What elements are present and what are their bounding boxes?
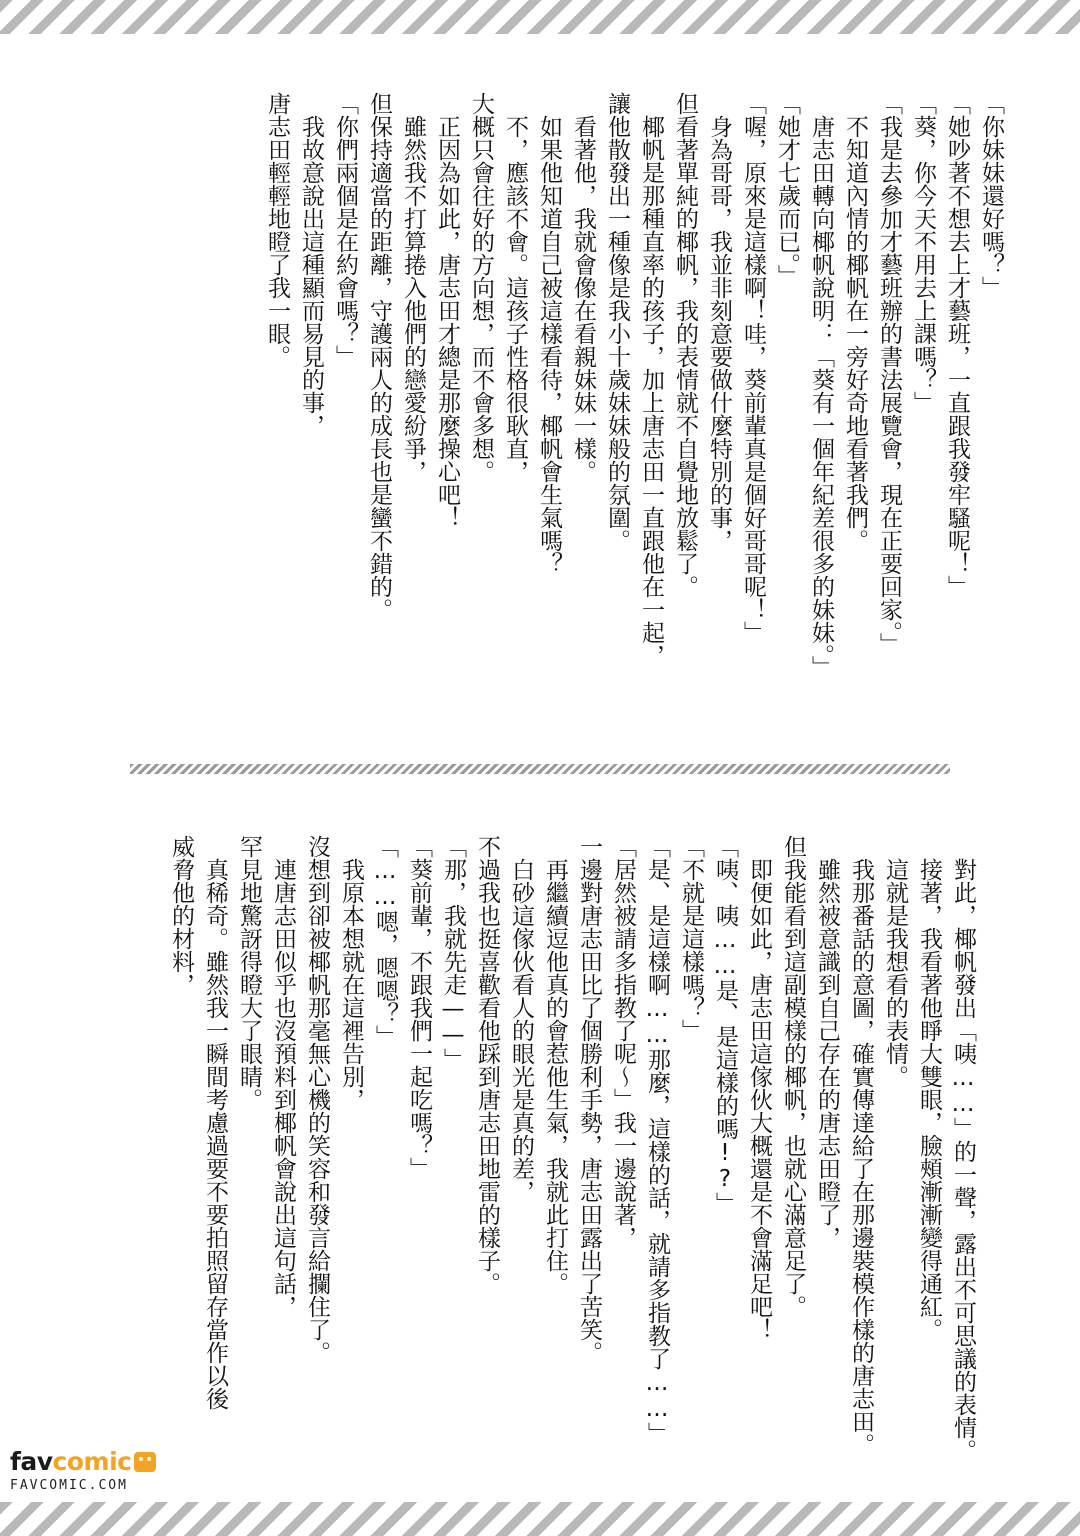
top-text-line: 「我是去參加才藝班辦的書法展覽會，現在正要回家。」: [876, 92, 902, 656]
top-text-line: 我故意說出這種顯而易見的事，: [298, 92, 324, 437]
bottom-text-line: 沒想到卻被椰帆那毫無心機的笑容和發言給攔住了。: [304, 835, 330, 1364]
mascot-icon: [134, 1452, 156, 1472]
bottom-text-line: 一邊對唐志田比了個勝利手勢，唐志田露出了苦笑。: [576, 835, 602, 1364]
bottom-text-line: 連唐志田似乎也沒預料到椰帆會說出這句話，: [270, 835, 296, 1318]
bottom-text-line: 雖然被意識到自己存在的唐志田瞪了，: [814, 835, 840, 1249]
bottom-text-line: 「咦、咦……是、是這樣的嗎!?」: [712, 835, 738, 1215]
bottom-text-line: 對此，椰帆發出「咦……」的一聲，露出不可思議的表情。: [950, 835, 976, 1462]
bottom-text-line: 不過我也挺喜歡看他踩到唐志田地雷的樣子。: [474, 835, 500, 1295]
top-text-line: 椰帆是那種直率的孩子，加上唐志田一直跟他在一起，: [638, 92, 664, 667]
bottom-text-line: 「……嗯，嗯嗯？」: [372, 835, 398, 1048]
bottom-text-line: 我那番話的意圖，確實傳達給了在那邊裝模作樣的唐志田。: [848, 835, 874, 1456]
bottom-text-line: 「是、是這樣啊……那麼，這樣的話，就請多指教了……」: [644, 835, 670, 1445]
bottom-text-line: 我原本想就在這裡告別，: [338, 835, 364, 1111]
top-text-line: 「她吵著不想去上才藝班，一直跟我發牢騷呢！」: [944, 92, 970, 598]
bottom-text-line: 「那，我就先走——」: [440, 835, 466, 1071]
text-block-bottom: [80, 835, 980, 1485]
top-text-line: 「喔，原來是這樣啊！哇，葵前輩真是個好哥哥呢！」: [740, 92, 766, 644]
top-text-line: 正因為如此，唐志田才總是那麼操心吧！: [434, 92, 460, 529]
watermark-logo: [10, 1448, 200, 1498]
top-text-line: 「她才七歲而已。」: [774, 92, 800, 288]
top-text-line: 「葵，你今天不用去上課嗎？」: [910, 92, 936, 414]
top-text-line: 「你妹妹還好嗎？」: [978, 92, 1004, 299]
top-text-line: 但保持適當的距離，守護兩人的成長也是蠻不錯的。: [366, 92, 392, 621]
top-text-line: 大概只會往好的方向想，而不會多想。: [468, 92, 494, 483]
text-block-top: [188, 92, 1008, 742]
watermark-brand-accent: comic: [52, 1447, 132, 1476]
top-text-line: 如果他知道自己被這樣看待，椰帆會生氣嗎？: [536, 92, 562, 575]
bottom-text-line: 真稀奇。雖然我一瞬間考慮過要不要拍照留存當作以後: [202, 835, 228, 1410]
top-text-line: 身為哥哥，我並非刻意要做什麼特別的事，: [706, 92, 732, 552]
bottom-text-line: 威脅他的材料，: [168, 835, 194, 996]
bottom-text-line: 「居然被請多指教了呢～」我一邊說著，: [610, 835, 636, 1249]
watermark-brand-dark: fav: [10, 1447, 53, 1476]
watermark-url: FAVCOMIC.COM: [10, 1478, 128, 1493]
top-text-line: 唐志田轉向椰帆說明：「葵有一個年紀差很多的妹妹。」: [808, 92, 834, 679]
watermark-brand: [10, 1448, 200, 1476]
section-divider: [130, 764, 950, 774]
top-text-line: 唐志田輕輕地瞪了我一眼。: [264, 92, 290, 368]
bottom-text-line: 「不就是這樣嗎？」: [678, 835, 704, 1042]
top-text-line: 雖然我不打算捲入他們的戀愛紛爭，: [400, 92, 426, 483]
bottom-text-line: 罕見地驚訝得瞪大了眼睛。: [236, 835, 262, 1111]
bottom-text-line: 再繼續逗他真的會惹他生氣，我就此打住。: [542, 835, 568, 1295]
top-text-line: 「你們兩個是在約會嗎？」: [332, 92, 358, 368]
top-text-line: 不，應該不會。這孩子性格很耿直，: [502, 92, 528, 483]
bottom-text-line: 接著，我看著他睜大雙眼，臉頰漸漸變得通紅。: [916, 835, 942, 1341]
top-text-line: 但看著單純的椰帆，我的表情就不自覺地放鬆了。: [672, 92, 698, 598]
bottom-text-line: 但我能看到這副模樣的椰帆，也就心滿意足了。: [780, 835, 806, 1318]
bottom-stripe-border: [0, 1502, 1080, 1536]
top-text-line: 不知道內情的椰帆在一旁好奇地看著我們。: [842, 92, 868, 552]
bottom-text-line: 這就是我想看的表情。: [882, 835, 908, 1088]
bottom-text-line: 即便如此，唐志田這傢伙大概還是不會滿足吧！: [746, 835, 772, 1341]
top-stripe-border: [0, 0, 1080, 34]
top-text-line: 讓他散發出一種像是我小十歲妹妹般的氛圍。: [604, 92, 630, 552]
bottom-text-line: 「葵前輩，不跟我們一起吃嗎？」: [406, 835, 432, 1180]
top-text-line: 看著他，我就會像在看親妹妹一樣。: [570, 92, 596, 483]
bottom-text-line: 白砂這傢伙看人的眼光是真的差，: [508, 835, 534, 1203]
